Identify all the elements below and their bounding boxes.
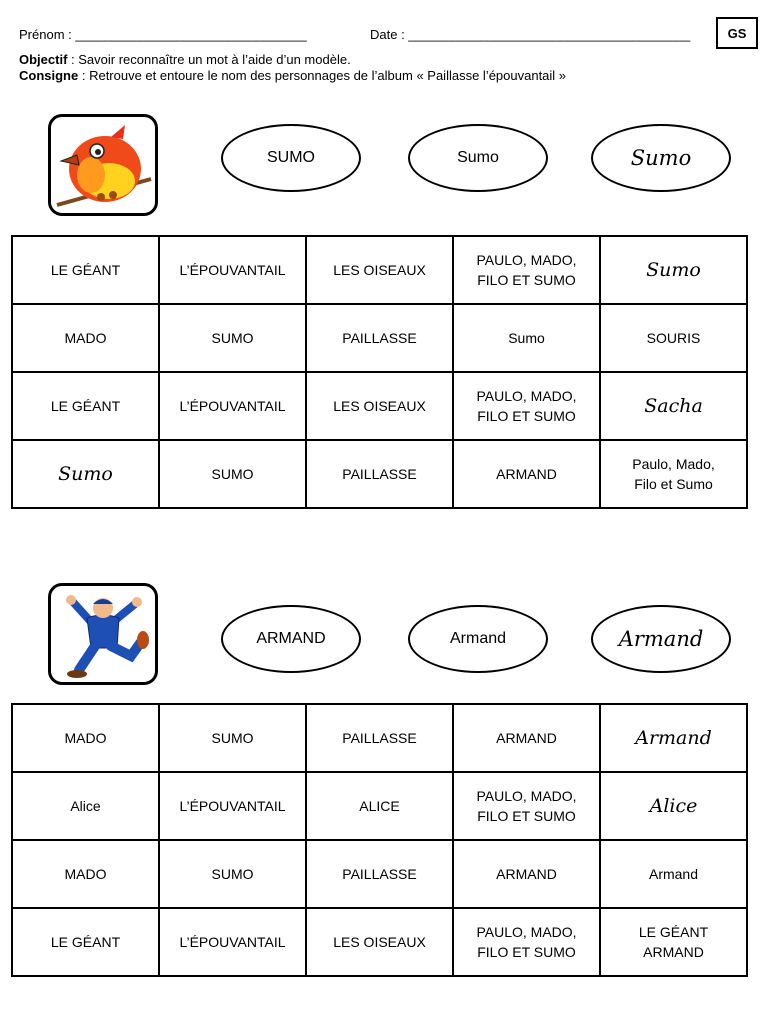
word-cell[interactable]: LES OISEAUX (306, 908, 453, 976)
word-cell[interactable]: LE GÉANT (12, 908, 159, 976)
word-cell[interactable]: Sumo (453, 304, 600, 372)
bird-picture (48, 114, 158, 216)
word-cell[interactable]: Sacha (600, 372, 747, 440)
word-cell[interactable]: ARMAND (453, 840, 600, 908)
word-cell[interactable]: MADO (12, 840, 159, 908)
word-cell[interactable]: LE GÉANT ARMAND (600, 908, 747, 976)
table-row (12, 908, 747, 976)
word-cell[interactable]: SUMO (159, 440, 306, 508)
word-cell[interactable]: L’ÉPOUVANTAIL (159, 908, 306, 976)
table-row (12, 304, 747, 372)
word-cell[interactable]: ALICE (306, 772, 453, 840)
word-cell[interactable]: PAULO, MADO, FILO ET SUMO (453, 372, 600, 440)
word-grid-1 (11, 235, 748, 509)
man-illustration (51, 586, 155, 682)
model-uppercase-oval: SUMO (221, 124, 361, 192)
consigne-line (19, 68, 566, 83)
word-cell[interactable]: L’ÉPOUVANTAIL (159, 236, 306, 304)
model-lowercase-oval: Sumo (408, 124, 548, 192)
word-cell[interactable]: MADO (12, 304, 159, 372)
word-cell[interactable]: Sumo (600, 236, 747, 304)
word-cell[interactable]: SUMO (159, 704, 306, 772)
word-cell[interactable]: SOURIS (600, 304, 747, 372)
bird-illustration (51, 117, 155, 213)
word-cell[interactable]: L’ÉPOUVANTAIL (159, 372, 306, 440)
word-cell[interactable]: ARMAND (453, 440, 600, 508)
table-row (12, 704, 747, 772)
date-field: Date : _______________________________________ (370, 27, 691, 42)
prenom-field: Prénom : ________________________________ (19, 27, 307, 42)
table-row (12, 840, 747, 908)
word-cell[interactable]: LES OISEAUX (306, 372, 453, 440)
table-row (12, 772, 747, 840)
word-cell[interactable]: SUMO (159, 840, 306, 908)
word-cell[interactable]: PAILLASSE (306, 840, 453, 908)
word-cell[interactable]: LES OISEAUX (306, 236, 453, 304)
word-grid-2 (11, 703, 748, 977)
consigne-label: Consigne (19, 68, 79, 83)
word-cell[interactable]: PAULO, MADO, FILO ET SUMO (453, 908, 600, 976)
word-cell[interactable]: LE GÉANT (12, 236, 159, 304)
model-uppercase-oval: ARMAND (221, 605, 361, 673)
word-cell[interactable]: PAILLASSE (306, 704, 453, 772)
objectif-line (19, 52, 351, 67)
table-row (12, 372, 747, 440)
word-cell[interactable]: ARMAND (453, 704, 600, 772)
table-row (12, 236, 747, 304)
word-cell[interactable]: L’ÉPOUVANTAIL (159, 772, 306, 840)
word-cell[interactable]: PAILLASSE (306, 304, 453, 372)
table-row (12, 440, 747, 508)
word-cell[interactable]: SUMO (159, 304, 306, 372)
grade-badge: GS (716, 17, 758, 49)
word-cell[interactable]: Alice (600, 772, 747, 840)
word-cell[interactable]: MADO (12, 704, 159, 772)
consigne-text: : Retrouve et entoure le nom des personnages de l’album « Paillasse l’épouvantail » (78, 68, 567, 83)
word-cell[interactable]: Armand (600, 704, 747, 772)
man-picture (48, 583, 158, 685)
word-cell[interactable]: LE GÉANT (12, 372, 159, 440)
objectif-text: : Savoir reconnaître un mot à l’aide d’un modèle. (67, 52, 351, 67)
model-lowercase-oval: Armand (408, 605, 548, 673)
word-cell[interactable]: Armand (600, 840, 747, 908)
word-cell[interactable]: PAULO, MADO, FILO ET SUMO (453, 236, 600, 304)
objectif-label: Objectif (19, 52, 68, 67)
word-cell[interactable]: PAILLASSE (306, 440, 453, 508)
word-cell[interactable]: PAULO, MADO, FILO ET SUMO (453, 772, 600, 840)
word-cell[interactable]: Sumo (12, 440, 159, 508)
model-cursive-oval: Sumo (591, 124, 731, 192)
word-cell[interactable]: Alice (12, 772, 159, 840)
model-cursive-oval: Armand (591, 605, 731, 673)
word-cell[interactable]: Paulo, Mado, Filo et Sumo (600, 440, 747, 508)
